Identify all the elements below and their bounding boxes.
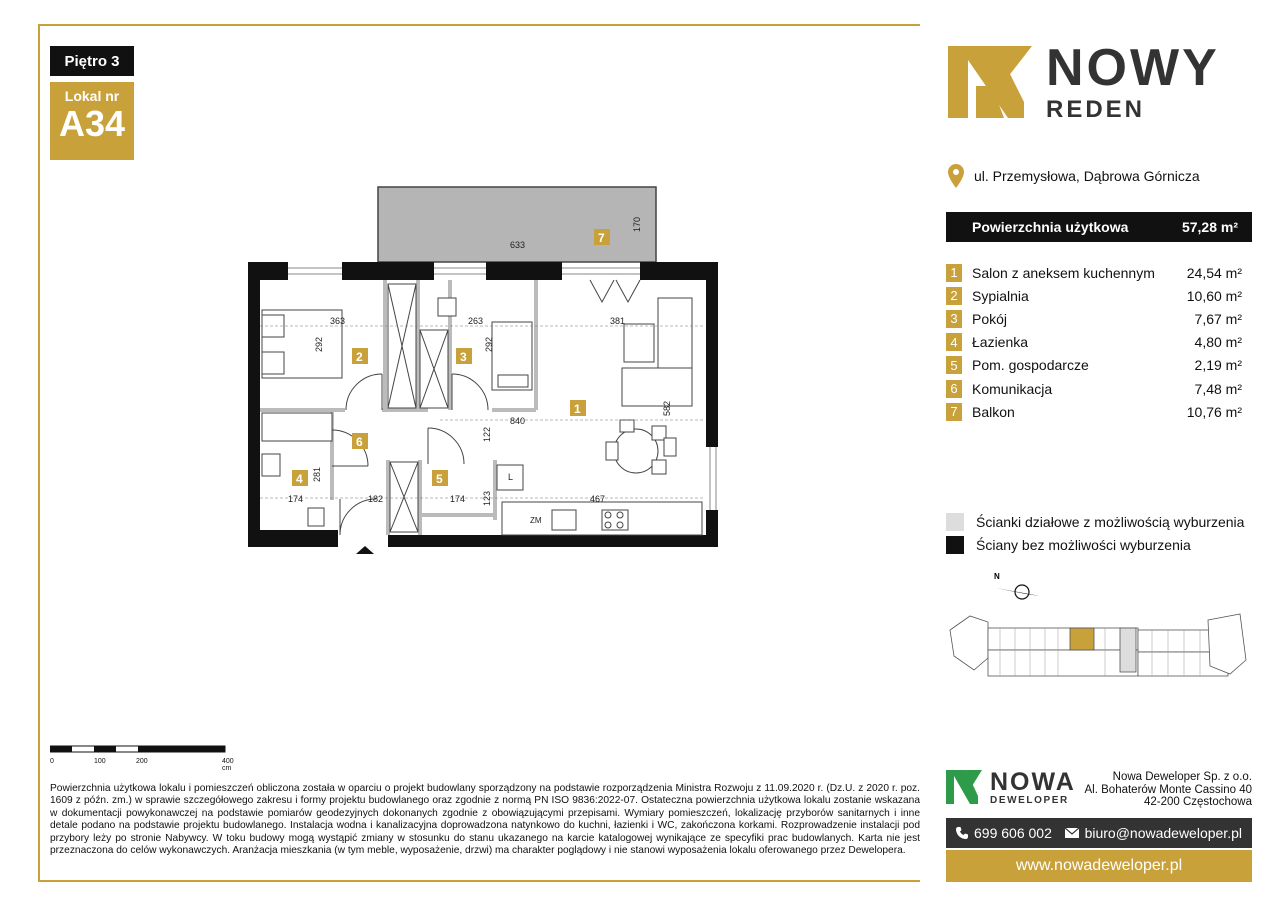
room-badge-6: 6 xyxy=(356,435,363,449)
room-area: 7,48 m² xyxy=(1194,380,1242,397)
dim-bedroom-width: 363 xyxy=(330,316,346,326)
room-area: 10,60 m² xyxy=(1186,287,1242,304)
dim-bedroom-depth: 292 xyxy=(314,336,324,352)
unit-number: A34 xyxy=(58,103,126,144)
nowa-deweloper-logo-icon xyxy=(946,770,982,804)
scale-bar xyxy=(50,744,234,772)
developer-subname: DEWELOPER xyxy=(990,795,1069,806)
room-badge-4: 4 xyxy=(296,472,303,486)
room-name: Balkon xyxy=(972,403,1015,420)
scale-100: 100 xyxy=(94,758,106,765)
company-name: Nowa Deweloper Sp. z o.o. xyxy=(1112,771,1252,783)
wall-legend xyxy=(946,510,1244,556)
disclaimer-text: Powierzchnia użytkowa lokalu i pomieszczeń obliczona została w oparciu o projekt budowlany sporządzony na podstawie rozporządzenia Ministra Rozwoju z 11.09.2020 r. (Dz.U. z 2020 r. poz. 1609 z późn. zm.) w sprawie szczegółowego zakresu i formy projektu budowlanego oraz zgodnie z normą PN ISO 9836:2022-07. Ostateczna powierzchnia użytkowa lokalu zostanie wskazana w dokumentacji powykonawczej na podstawie pomiarów geodezyjnych dokonanych zgodnie z obowiązującymi przepisami. Wymiary pomieszczeń, lokalizację przyborów sanitarnych i inne detale podano na podstawie projektu budowlanego. Instalacja wodna i kanalizacyjna doprowadzona natynkowo do kuchni, łazienki i WC, zakończona korkami. Rozprowadzenie instalacji pod przybory leży po stronie Nabywcy. W toku budowy mogą wystąpić zmiany w stosunku do stanu ukazanego na karcie katalogowej wynikające ze specyfiki prac budowlanych. Karta nie jest przeznaczona do celów wykonawczych. Aranżacja mieszkania (w tym meble, wyposażenie, drzwi) ma charakter poglądowy i nie stanowi wyposażenia lokalu oferowanego przez Dewelopera. xyxy=(50,783,920,857)
phone-contact[interactable] xyxy=(956,825,1052,841)
website-link[interactable]: www.nowadeweloper.pl xyxy=(946,850,1252,882)
floor-badge: Piętro 3 xyxy=(50,46,134,76)
envelope-icon xyxy=(1065,828,1079,838)
room-num: 2 xyxy=(946,287,962,305)
company-info xyxy=(1080,771,1252,809)
room-area: 10,76 m² xyxy=(1186,403,1242,420)
legend-removable-text: Ścianki działowe z możliwością wyburzenia xyxy=(976,513,1245,530)
brand-name: NOWY xyxy=(1046,39,1220,97)
room-area: 7,67 m² xyxy=(1194,310,1242,327)
dim-bath-depth: 281 xyxy=(312,466,322,482)
north-label: N xyxy=(994,572,1000,581)
frame-bottom xyxy=(38,880,920,882)
microwave-label: ZM xyxy=(530,516,542,525)
contact-bar xyxy=(946,818,1252,848)
scale-graphic xyxy=(50,744,230,758)
fridge-label: L xyxy=(508,472,514,482)
email-contact[interactable] xyxy=(1065,825,1242,841)
room-row-2 xyxy=(946,284,1242,307)
fixed-swatch xyxy=(946,536,964,554)
dim-corridor-width: 182 xyxy=(368,494,384,504)
room-badge-2: 2 xyxy=(356,350,363,364)
room-name: Sypialnia xyxy=(972,287,1029,304)
address-text: ul. Przemysłowa, Dąbrowa Górnicza xyxy=(974,168,1200,184)
room-num: 3 xyxy=(946,310,962,328)
dim-storage-depth: 123 xyxy=(482,490,492,506)
phone-icon xyxy=(956,827,968,839)
room-row-6 xyxy=(946,377,1242,400)
address xyxy=(948,164,1200,188)
room-row-3 xyxy=(946,307,1242,330)
company-street: Al. Bohaterów Monte Cassino 40 xyxy=(1084,783,1252,796)
room-badge-1: 1 xyxy=(574,402,581,416)
dim-balcony-depth: 170 xyxy=(632,216,642,232)
scale-200: 200 xyxy=(136,758,148,765)
balcony xyxy=(378,187,656,262)
building-minimap xyxy=(940,570,1250,690)
dim-room3-depth: 292 xyxy=(484,336,494,352)
dim-kitchen-width: 467 xyxy=(590,494,606,504)
compass-icon xyxy=(996,585,1040,599)
room-num: 6 xyxy=(946,380,962,398)
unit-badge xyxy=(50,82,134,160)
scale-400: 400 cm xyxy=(222,758,234,772)
area-label: Powierzchnia użytkowa xyxy=(972,219,1129,235)
entrance-arrow xyxy=(356,546,374,554)
location-pin-icon xyxy=(948,164,964,188)
legend-fixed xyxy=(946,533,1244,556)
frame-left xyxy=(38,24,40,882)
removable-swatch xyxy=(946,513,964,531)
room-name: Komunikacja xyxy=(972,380,1053,397)
room-area: 2,19 m² xyxy=(1194,357,1242,374)
room-name: Pokój xyxy=(972,310,1008,327)
room-row-5 xyxy=(946,354,1242,377)
frame-top xyxy=(38,24,920,26)
room-num: 5 xyxy=(946,356,962,374)
legend-fixed-text: Ściany bez możliwości wyburzenia xyxy=(976,536,1191,553)
developer-name: NOWA xyxy=(990,768,1076,796)
unit-prefix: Lokal nr xyxy=(64,88,120,104)
scale-0: 0 xyxy=(50,758,54,765)
dim-balcony-width: 633 xyxy=(510,240,526,250)
room-row-7 xyxy=(946,400,1242,423)
room-area: 4,80 m² xyxy=(1194,334,1242,351)
room-num: 1 xyxy=(946,264,962,282)
room-badge-3: 3 xyxy=(460,350,467,364)
total-area-bar xyxy=(946,212,1252,242)
dim-living-depth: 582 xyxy=(662,400,672,416)
room-badge-7: 7 xyxy=(598,231,605,245)
dim-living-width: 381 xyxy=(610,316,626,326)
dim-corridor-depth: 122 xyxy=(482,426,492,442)
phone-text: 699 606 002 xyxy=(974,825,1052,841)
room-area: 24,54 m² xyxy=(1186,264,1242,281)
room-name: Łazienka xyxy=(972,334,1029,351)
room-list xyxy=(946,261,1242,423)
brand-subname: REDEN xyxy=(1046,96,1146,123)
legend-removable xyxy=(946,510,1244,533)
room-name: Pom. gospodarcze xyxy=(972,357,1089,374)
company-city: 42-200 Częstochowa xyxy=(1143,796,1252,809)
dim-bath-width: 174 xyxy=(288,494,304,504)
room-row-1 xyxy=(946,261,1242,284)
nowy-reden-logo-icon xyxy=(948,46,1032,118)
dim-room3-width: 263 xyxy=(468,316,484,326)
dim-storage-width: 174 xyxy=(450,494,466,504)
area-value: 57,28 m² xyxy=(1181,219,1238,235)
room-name: Salon z aneksem kuchennym xyxy=(972,264,1155,281)
dim-total-width: 840 xyxy=(510,416,526,426)
floor-plan xyxy=(240,180,730,560)
email-text: biuro@nowadeweloper.pl xyxy=(1084,825,1242,841)
room-num: 7 xyxy=(946,403,962,421)
room-badge-5: 5 xyxy=(436,472,443,486)
room-row-4 xyxy=(946,331,1242,354)
room-num: 4 xyxy=(946,333,962,351)
